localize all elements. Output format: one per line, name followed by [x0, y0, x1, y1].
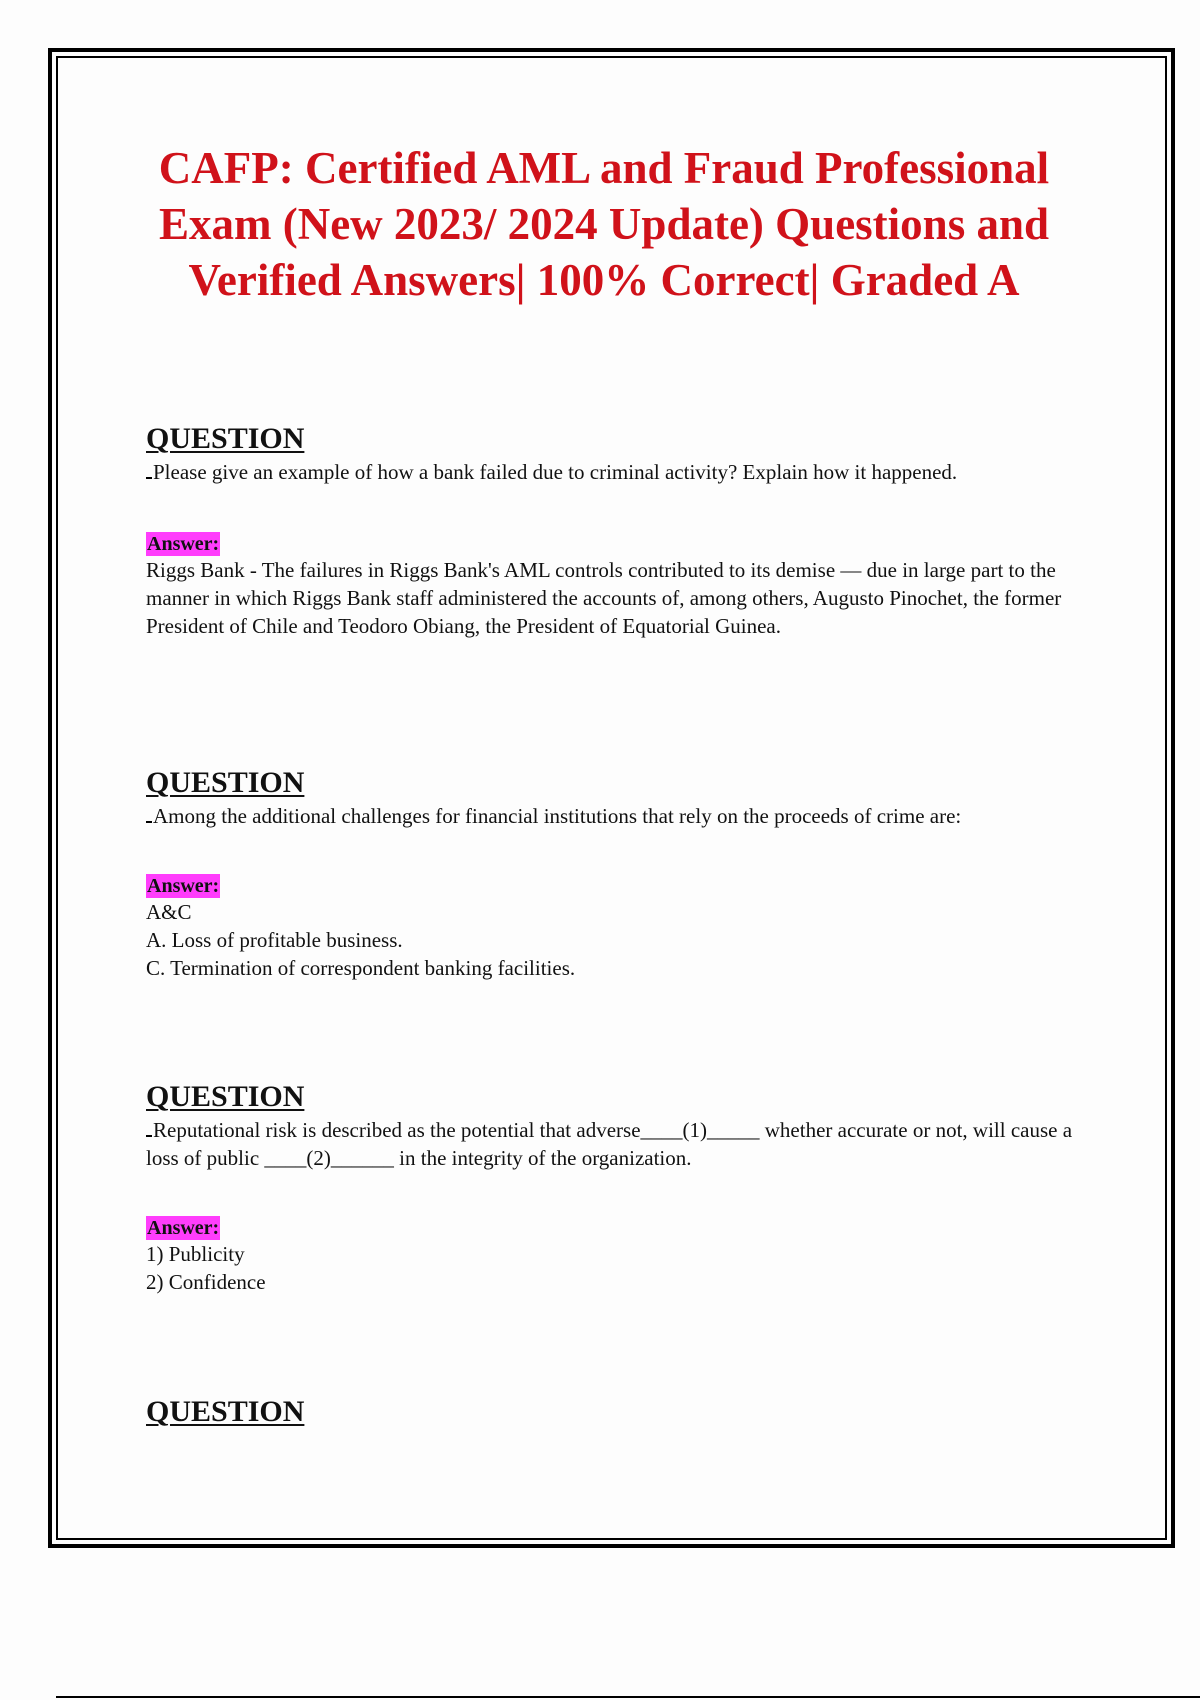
question-text-content: Among the additional challenges for financial institutions that rely on the proceeds of crime are:: [153, 804, 962, 828]
answer-line: 2) Confidence: [146, 1270, 266, 1294]
qa-block-1: [146, 422, 1086, 640]
footer-rule: [56, 1696, 1200, 1698]
answer-text: [146, 1240, 1086, 1296]
question-text: [146, 802, 1086, 830]
answer-label: Answer:: [147, 875, 220, 897]
question-text: [146, 458, 1086, 486]
answer-label: Answer:: [147, 1217, 220, 1239]
question-heading: QUESTION: [146, 422, 305, 455]
answer-line: A&C: [146, 900, 192, 924]
dash-mark: [146, 803, 152, 823]
answer-line: C. Termination of correspondent banking facilities.: [146, 956, 576, 980]
question-heading: QUESTION: [146, 766, 305, 799]
question-text-content: Please give an example of how a bank failed due to criminal activity? Explain how it happened.: [153, 460, 958, 484]
answer-line: A. Loss of profitable business.: [146, 928, 403, 952]
question-heading: QUESTION: [146, 1395, 305, 1428]
answer-label: Answer:: [147, 533, 220, 555]
document-title: CAFP: Certified AML and Fraud Professional Exam (New 2023/ 2024 Update) Questions and Verified Answers| 100% Correct| Graded A: [158, 143, 1050, 305]
answer-line: Riggs Bank - The failures in Riggs Bank's AML controls contributed to its demise — due in large part to the manner in which Riggs Bank staff administered the accounts of, among others, Augusto Pinochet, the former President of Chile and Teodoro Obiang, the President of Equatorial Guinea.: [146, 558, 1062, 638]
qa-block-3: [146, 1080, 1086, 1296]
answer-text: [146, 556, 1086, 640]
qa-block-4: [146, 1395, 1086, 1429]
question-text: [146, 1116, 1086, 1172]
qa-block-2: [146, 766, 1086, 982]
document-content: [146, 140, 1086, 1428]
answer-text: [146, 898, 1086, 982]
dash-mark: [146, 1117, 152, 1137]
question-text-content: Reputational risk is described as the potential that adverse____(1)_____ whether accurate or not, will cause a loss of public ____(2)______ in the integrity of the organization.: [146, 1118, 1073, 1170]
answer-line: 1) Publicity: [146, 1242, 245, 1266]
question-heading: QUESTION: [146, 1080, 305, 1113]
dash-mark: [146, 459, 152, 479]
